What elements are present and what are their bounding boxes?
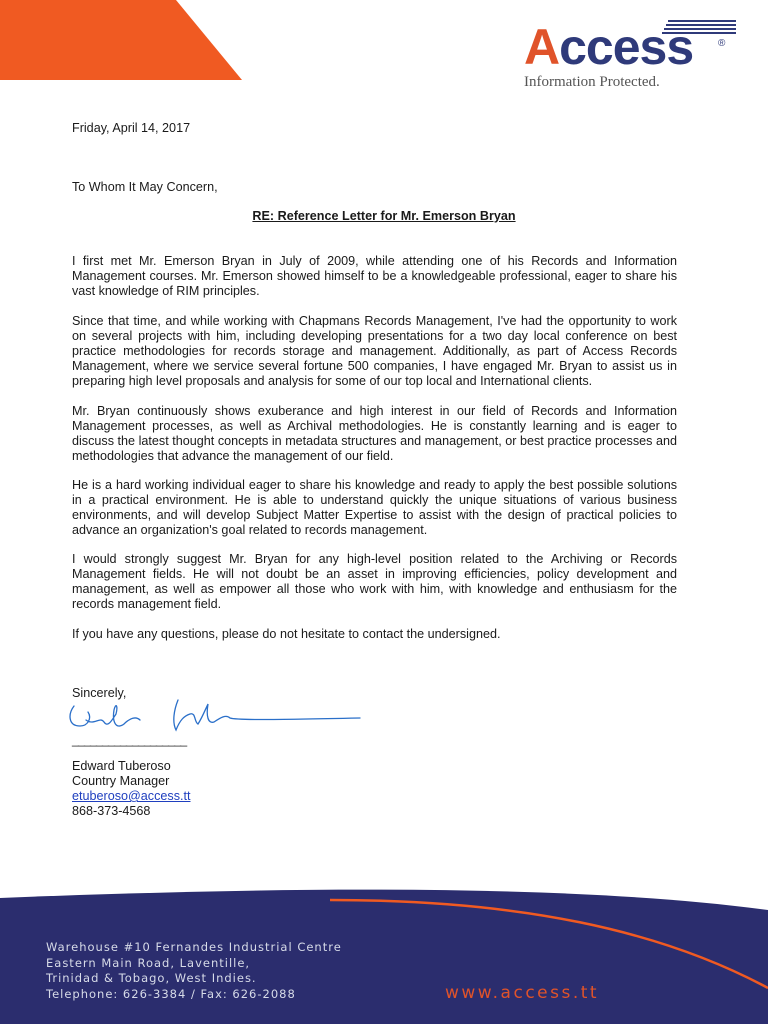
logo-first-letter: A — [524, 19, 560, 75]
footer-website-link[interactable]: www.access.tt — [445, 983, 600, 1003]
logo-wordmark — [524, 19, 694, 75]
logo-rest-letters: ccess — [559, 19, 694, 75]
paragraph-5: I would strongly suggest Mr. Bryan for any high-level position related to the Archiving or Records Management fields. He will not doubt be an asset in improving efficiencies, policy development and management, as well as empower all those who work with him, with knowledge and enthusiasm for the records management field. — [72, 552, 677, 611]
salutation: To Whom It May Concern, — [72, 180, 218, 194]
registered-mark: ® — [718, 38, 726, 49]
signer-title: Country Manager — [72, 774, 170, 788]
closing: Sincerely, — [72, 686, 127, 700]
address-line-3: Trinidad & Tobago, West Indies. — [46, 971, 257, 986]
signer-block — [72, 759, 191, 819]
paragraph-6: If you have any questions, please do not hesitate to contact the undersigned. — [72, 627, 501, 641]
signer-email-link[interactable]: etuberoso@access.tt — [72, 789, 191, 803]
signature-line: ___________________ — [72, 733, 187, 747]
address-line-4: Telephone: 626-3384 / Fax: 626-2088 — [46, 987, 296, 1002]
footer-address — [46, 940, 342, 1003]
letter-date: Friday, April 14, 2017 — [72, 121, 191, 135]
address-line-1: Warehouse #10 Fernandes Industrial Centre — [46, 940, 342, 954]
signer-name: Edward Tuberoso — [72, 759, 171, 773]
access-logo — [520, 18, 740, 98]
signer-phone: 868-373-4568 — [72, 804, 151, 818]
logo-tagline: Information Protected. — [524, 74, 660, 90]
address-line-2: Eastern Main Road, Laventille, — [46, 955, 251, 970]
paragraph-3: Mr. Bryan continuously shows exuberance and high interest in our field of Records and Information Management processes, as well as Archival methodologies. He is constantly learning and is eager to discuss the latest thought concepts in metadata structures and management, or best practice processes and methodologies that advance the management of our field. — [72, 404, 677, 463]
paragraph-2: Since that time, and while working with Chapmans Records Management, I've had the opportunity to work on several projects with him, including developing presentations for a two day local conference on best practice methodologies for records storage and management. Additionally, as part of Access Records Management, where we service several fortune 500 companies, I have engaged Mr. Bryan to assist us in preparing high level proposals and analysis for some of our top local and International clients. — [72, 314, 677, 388]
paragraph-1: I first met Mr. Emerson Bryan in July of 2009, while attending one of his Records and Information Management courses. Mr. Emerson showed himself to be a knowledgeable professional, eager to share his vast knowledge of RIM principles. — [72, 254, 677, 298]
paragraph-4: He is a hard working individual eager to share his knowledge and ready to apply the best possible solutions in a practical environment. He is able to understand quickly the unique situations of various business environments, and will develop Subject Matter Expertise to assist with the design of practical policies to advance an organization's goal related to records management. — [72, 478, 677, 537]
subject-line: RE: Reference Letter for Mr. Emerson Bryan — [252, 209, 516, 223]
orange-corner-decoration — [0, 0, 245, 82]
